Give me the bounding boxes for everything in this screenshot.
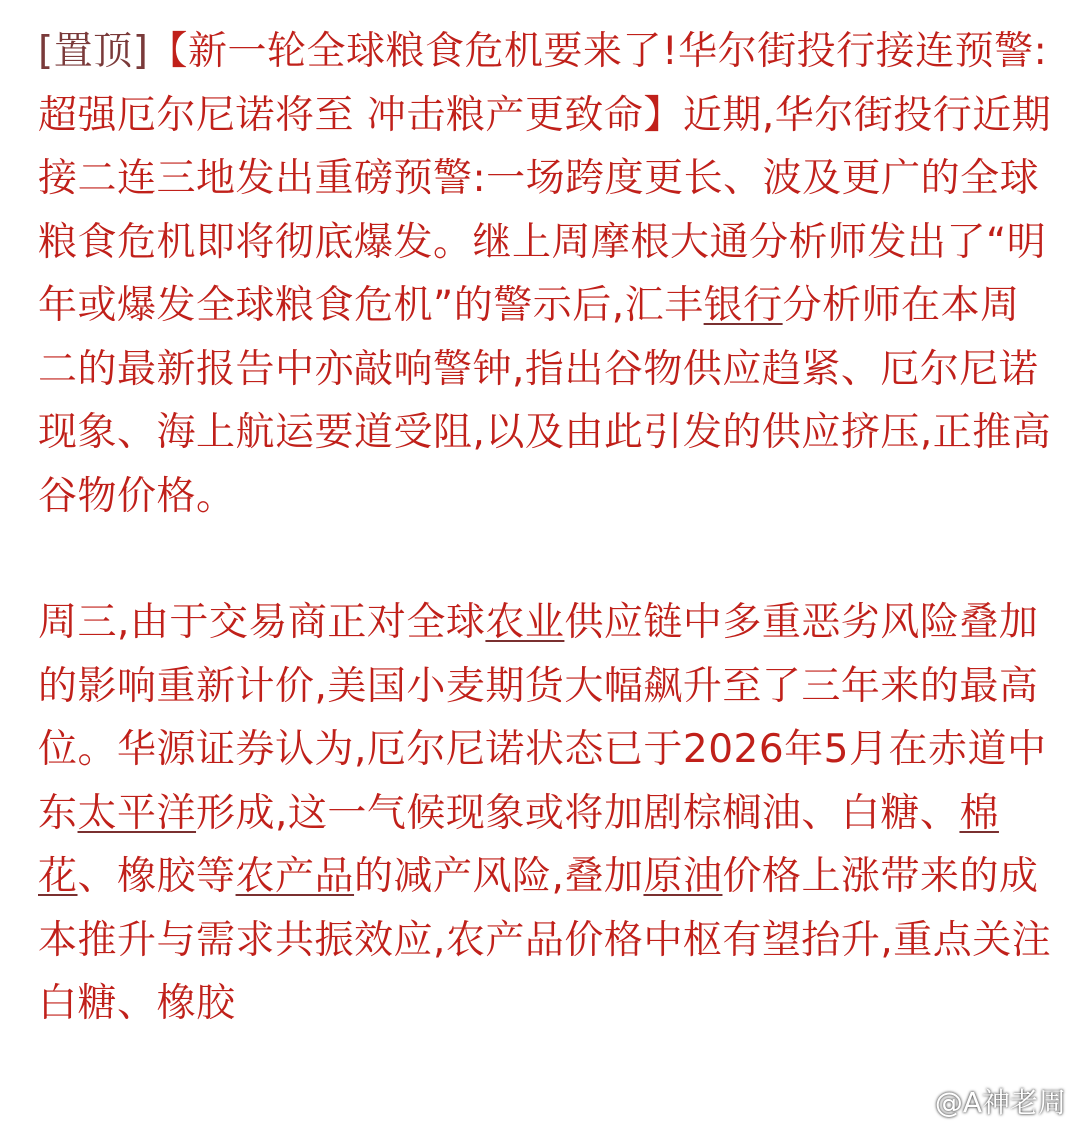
pinned-tag: [置顶] (38, 29, 149, 74)
watermark (897, 1081, 1066, 1121)
keyword-link-mianhua[interactable]: 棉花 (38, 790, 999, 899)
keyword-link-yinhang[interactable]: 银行 (703, 283, 783, 328)
text-segment: 【新一轮全球粮食危机要来了!华尔街投行接连预警:超强厄尔尼诺将至 冲击粮产更致命】近期,华尔街投行近期接二连三地发出重磅预警:一场跨度更长、波及更广的全球粮食危机即将彻底爆发。继上周摩根大通分析师发出了“明年或爆发全球粮食危机”的警示后,汇丰 (38, 29, 1052, 328)
text-segment: 价格上涨带来的成本推升与需求共振效应,农产品价格中枢有望抬升,重点关注白糖、橡胶 (38, 854, 1052, 1026)
post-body (38, 20, 1058, 1036)
keyword-link-nongye[interactable]: 农业 (485, 600, 565, 645)
weibo-icon (897, 1087, 931, 1115)
text-segment: 分析师在本周二的最新报告中亦敲响警钟,指出谷物供应趋紧、厄尔尼诺现象、海上航运要道受阻,以及由此引发的供应挤压,正推高谷物价格。 (38, 283, 1052, 519)
keyword-link-yuanyou[interactable]: 原油 (643, 854, 723, 899)
text-segment: 周三,由于交易商正对全球 (38, 600, 486, 645)
paragraph-1 (38, 20, 1058, 528)
text-segment: 、橡胶等 (77, 854, 236, 899)
text-segment: 供应链中多重恶劣风险叠加的影响重新计价,美国小麦期货大幅飙升至了三年来的最高位。华源证券认为,厄尔尼诺状态已于2026年5月在赤道中东 (38, 600, 1047, 836)
keyword-link-nongchanpin[interactable]: 农产品 (235, 854, 355, 899)
text-segment: 的减产风险,叠加 (354, 854, 644, 899)
watermark-text: @A神老周 (934, 1086, 1066, 1119)
text-segment: 形成,这一气候现象或将加剧棕榈油、白糖、 (196, 790, 960, 836)
paragraph-2 (38, 591, 1058, 1036)
keyword-link-taipingyang[interactable]: 太平洋 (77, 790, 197, 836)
